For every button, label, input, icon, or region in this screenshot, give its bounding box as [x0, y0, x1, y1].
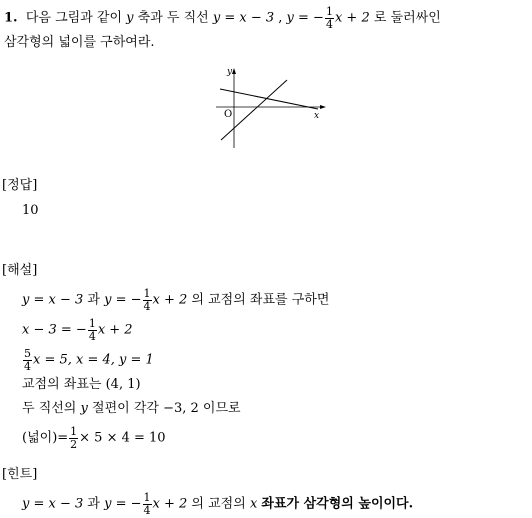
solution-header: [해설] [2, 263, 38, 278]
equation-1: y = x − 3 [212, 10, 275, 26]
fraction-one-quarter: $\frac{1}{4}$ [325, 5, 333, 31]
x-axis-label: x [314, 111, 320, 121]
comma: , [278, 10, 283, 26]
answer-value: 10 [22, 203, 39, 218]
fraction-one-quarter: $\frac{1}{4}$ [143, 287, 151, 313]
problem-number: 1. [4, 10, 18, 26]
problem-line-1 [4, 6, 441, 30]
problem-text: 축과 두 직선 [137, 10, 209, 26]
fraction-one-quarter: $\frac{1}{4}$ [88, 317, 96, 343]
fraction-five-quarters: $\frac{5}{4}$ [24, 347, 31, 373]
solution-line-5: 두 직선의 y 절편이 각각 −3, 2 이므로 [22, 401, 241, 416]
hint-header: [힌트] [2, 467, 38, 482]
solution-line-1: y = x − 3 과 y = − $\frac{1}{4}$ x + 2 의 교점의 좌표를 구하면 [22, 287, 330, 313]
y-axis-label: y [227, 67, 233, 77]
hint-line: y = x − 3 과 y = − $\frac{1}{4}$ x + 2 의 교점의 x 좌표가 삼각형의 높이이다. [22, 491, 414, 517]
y-variable: y [126, 10, 134, 26]
fraction-one-half: $\frac{1}{2}$ [70, 425, 78, 451]
problem-text: 로 둘러싸인 [373, 10, 441, 26]
origin-label: O [224, 109, 233, 120]
equation-2-rhs: x + 2 [334, 10, 370, 26]
solution-line-2: x − 3 = − $\frac{1}{4}$ x + 2 [22, 317, 133, 343]
solution-line-3: $\frac{5}{4}$ x = 5, x = 4, y = 1 [24, 347, 154, 373]
problem-line-2: 삼각형의 넓이를 구하여라. [4, 35, 155, 50]
solution-line-4: 교점의 좌표는 (4, 1) [22, 377, 141, 392]
x-axis-arrow [320, 105, 326, 109]
line-y-equals-neg-quarter-x-plus-2 [220, 89, 318, 109]
solution-line-6: (넓이)= $\frac{1}{2}$ × 5 × 4 = 10 [22, 425, 166, 451]
y-axis-arrow [232, 68, 236, 74]
answer-header: [정답] [2, 178, 38, 193]
fraction-one-quarter: $\frac{1}{4}$ [143, 491, 151, 517]
graph-figure [210, 62, 330, 152]
equation-2-lhs: y = − [286, 10, 324, 26]
problem-text: 다음 그림과 같이 [25, 10, 123, 26]
